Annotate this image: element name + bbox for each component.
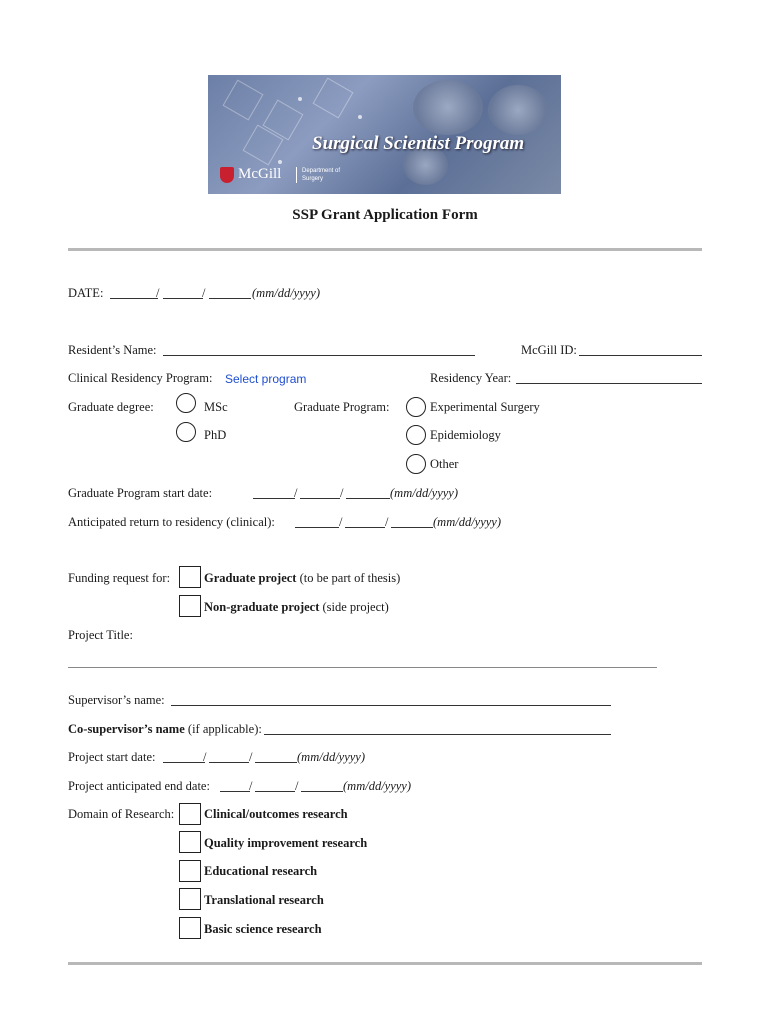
project-start-year-field[interactable]	[255, 762, 297, 763]
educational-label: Educational research	[204, 864, 318, 878]
project-end-year-field[interactable]	[301, 791, 343, 792]
quality-improvement-label: Quality improvement research	[204, 836, 368, 850]
project-title-field[interactable]	[68, 667, 657, 668]
return-format-hint: (mm/dd/yyyy)	[433, 515, 502, 529]
lab-photo	[488, 85, 548, 135]
graduate-project-note: (to be part of thesis)	[296, 571, 401, 585]
grad-start-month-field[interactable]	[253, 498, 295, 499]
project-start-label: Project start date:	[68, 750, 156, 764]
residency-year-field[interactable]	[516, 383, 702, 384]
msc-radio[interactable]	[176, 393, 196, 413]
quality-improvement-checkbox[interactable]	[179, 831, 201, 853]
mcgill-id-field[interactable]	[579, 355, 702, 356]
project-end-slash: /	[295, 779, 299, 793]
msc-option-label: MSc	[204, 400, 228, 414]
non-graduate-project-label: Non-graduate project	[204, 600, 320, 614]
mcgill-id-label: McGill ID:	[521, 343, 577, 357]
date-format-hint: (mm/dd/yyyy)	[252, 286, 321, 300]
mcgill-shield-icon	[220, 167, 234, 183]
grad-start-year-field[interactable]	[346, 498, 390, 499]
grad-start-format-hint: (mm/dd/yyyy)	[390, 486, 459, 500]
cosupervisor-label: Co-supervisor’s name	[68, 722, 185, 736]
project-end-month-field[interactable]	[220, 791, 250, 792]
supervisor-label: Supervisor’s name:	[68, 693, 165, 707]
date-slash: /	[202, 286, 206, 300]
department-text: Department of Surgery	[302, 168, 341, 182]
date-slash: /	[156, 286, 160, 300]
funding-label: Funding request for:	[68, 571, 171, 585]
resident-name-label: Resident’s Name:	[68, 343, 157, 357]
clinical-program-label: Clinical Residency Program:	[68, 371, 213, 385]
resident-name-field[interactable]	[163, 355, 475, 356]
experimental-surgery-radio[interactable]	[406, 397, 426, 417]
surgeon-photo	[413, 80, 483, 135]
return-label: Anticipated return to residency (clinical):	[68, 515, 275, 529]
basic-science-label: Basic science research	[204, 922, 322, 936]
project-end-slash: /	[249, 779, 253, 793]
network-dot	[278, 160, 282, 164]
experimental-surgery-label: Experimental Surgery	[430, 400, 540, 414]
clinical-outcomes-checkbox[interactable]	[179, 803, 201, 825]
top-divider	[68, 248, 702, 251]
cosupervisor-label-group	[68, 722, 262, 737]
epidemiology-label: Epidemiology	[430, 428, 501, 442]
clinical-outcomes-label: Clinical/outcomes research	[204, 807, 348, 821]
phd-option-label: PhD	[204, 428, 227, 442]
grad-start-label: Graduate Program start date:	[68, 486, 213, 500]
banner-title: Surgical Scientist Program	[312, 133, 525, 154]
hexagon-decoration	[313, 78, 354, 119]
non-graduate-project-checkbox[interactable]	[179, 595, 201, 617]
return-day-field[interactable]	[345, 527, 385, 528]
graduate-degree-label: Graduate degree:	[68, 400, 154, 414]
grad-start-slash: /	[340, 486, 344, 500]
project-end-format-hint: (mm/dd/yyyy)	[343, 779, 412, 793]
translational-label: Translational research	[204, 893, 324, 907]
graduate-program-label: Graduate Program:	[294, 400, 390, 414]
network-dot	[358, 115, 362, 119]
date-month-field[interactable]	[110, 298, 158, 299]
return-year-field[interactable]	[391, 527, 433, 528]
project-start-slash: /	[203, 750, 207, 764]
graduate-project-checkbox[interactable]	[179, 566, 201, 588]
basic-science-checkbox[interactable]	[179, 917, 201, 939]
project-title-label: Project Title:	[68, 628, 133, 642]
graduate-project-label: Graduate project	[204, 571, 297, 585]
project-start-month-field[interactable]	[163, 762, 205, 763]
domain-label: Domain of Research:	[68, 807, 175, 821]
project-start-slash: /	[249, 750, 253, 764]
graduate-project-option	[204, 571, 400, 586]
logo-divider	[296, 167, 297, 183]
epidemiology-radio[interactable]	[406, 425, 426, 445]
return-slash: /	[385, 515, 389, 529]
return-slash: /	[339, 515, 343, 529]
date-label: DATE:	[68, 286, 104, 300]
cosupervisor-field[interactable]	[264, 734, 611, 735]
residency-year-label: Residency Year:	[430, 371, 512, 385]
hexagon-decoration	[223, 80, 264, 121]
other-program-radio[interactable]	[406, 454, 426, 474]
cosupervisor-note: (if applicable):	[184, 722, 262, 736]
project-start-day-field[interactable]	[209, 762, 249, 763]
clinical-program-select[interactable]: Select program	[225, 372, 307, 386]
supervisor-field[interactable]	[171, 705, 611, 706]
grad-start-slash: /	[294, 486, 298, 500]
project-start-format-hint: (mm/dd/yyyy)	[297, 750, 366, 764]
bottom-divider	[68, 962, 702, 965]
non-graduate-project-option	[204, 600, 389, 615]
form-title: SSP Grant Application Form	[292, 207, 478, 223]
other-program-label: Other	[430, 457, 459, 471]
date-year-field[interactable]	[209, 298, 251, 299]
phd-radio[interactable]	[176, 422, 196, 442]
project-end-label: Project anticipated end date:	[68, 779, 210, 793]
non-graduate-project-note: (side project)	[319, 600, 389, 614]
mcgill-logo-text: McGill	[238, 166, 282, 182]
translational-checkbox[interactable]	[179, 888, 201, 910]
date-day-field[interactable]	[163, 298, 203, 299]
program-banner	[208, 75, 561, 194]
network-dot	[298, 97, 302, 101]
return-month-field[interactable]	[295, 527, 339, 528]
grad-start-day-field[interactable]	[300, 498, 340, 499]
project-end-day-field[interactable]	[255, 791, 295, 792]
educational-checkbox[interactable]	[179, 860, 201, 882]
